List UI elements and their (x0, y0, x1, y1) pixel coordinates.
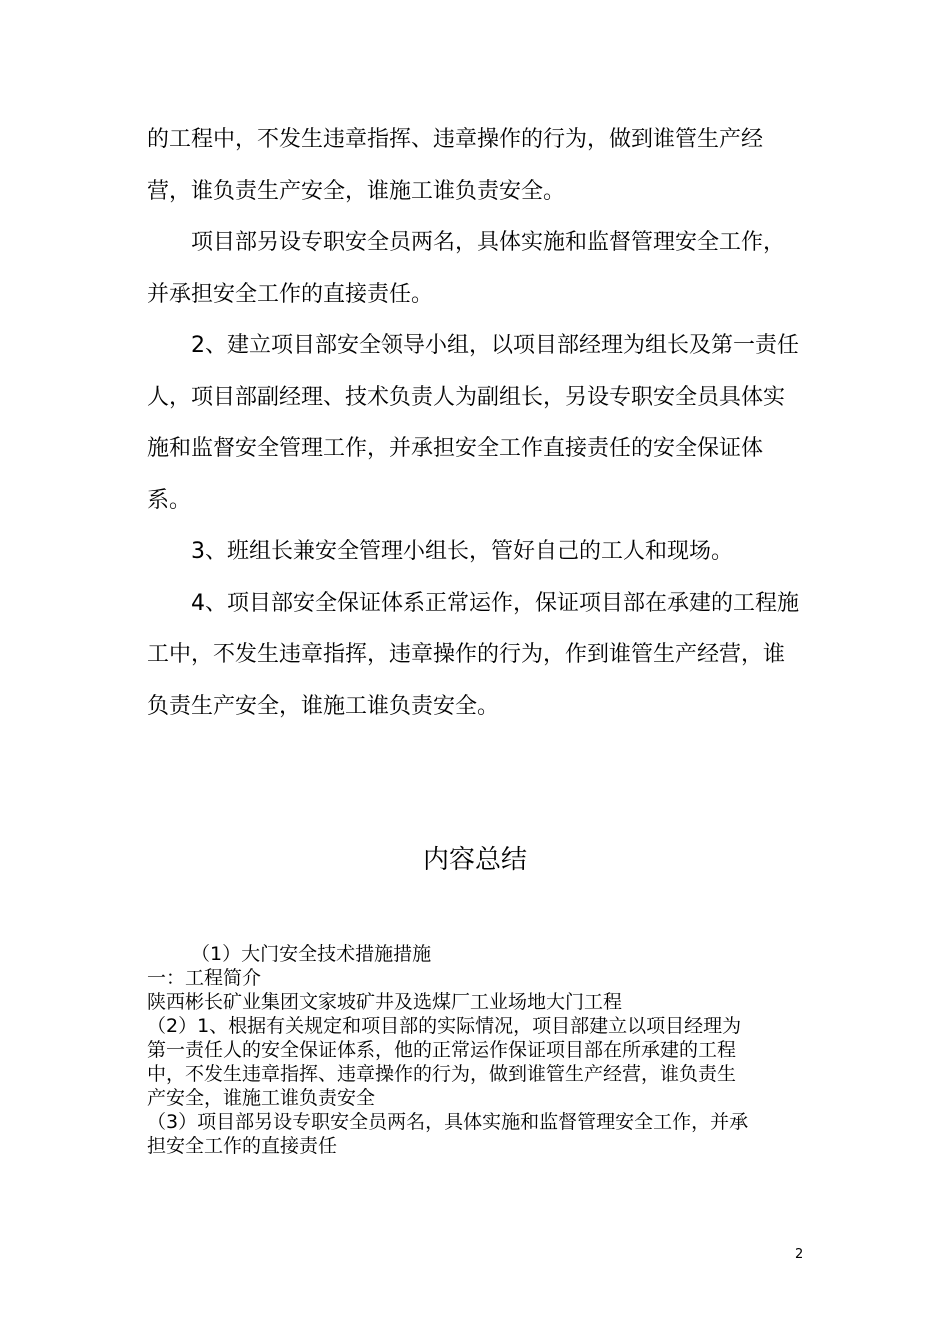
summary-title: 内容总结 (422, 845, 527, 875)
body-line: 2、建立项目部安全领导小组，以项目部经理为组长及第一责任 (191, 333, 799, 358)
summary-section (147, 942, 817, 1158)
body-text (147, 114, 812, 732)
body-line: 系。 (147, 487, 192, 513)
summary-line: 担安全工作的直接责任 (147, 1135, 338, 1157)
body-line: 4、项目部安全保证体系正常运作，保证项目部在承建的工程施 (191, 590, 799, 616)
body-line: 并承担安全工作的直接责任。 (147, 281, 434, 307)
body-line: 人，项目部副经理、技术负责人为副组长，另设专职安全员具体实 (147, 384, 786, 410)
body-line: 的工程中，不发生违章指挥、违章操作的行为，做到谁管生产经 (147, 127, 764, 152)
summary-line: （2）1、根据有关规定和项目部的实际情况，项目部建立以项目经理为 (147, 1015, 742, 1037)
summary-line: 产安全，谁施工谁负责安全 (147, 1087, 376, 1109)
summary-line: 第一责任人的安全保证体系，他的正常运作保证项目部在所承建的工程 (147, 1039, 737, 1061)
summary-line: （3）项目部另设专职安全员两名，具体实施和监督管理安全工作，并承 (147, 1111, 749, 1133)
body-line: 项目部另设专职安全员两名，具体实施和监督管理安全工作， (191, 230, 786, 255)
summary-line: （1）大门安全技术措施措施 (191, 943, 432, 965)
body-line: 负责生产安全，谁施工谁负责安全。 (147, 693, 500, 719)
summary-line: 中，不发生违章指挥、违章操作的行为，做到谁管生产经营，谁负责生 (147, 1063, 737, 1085)
body-line: 3、班组长兼安全管理小组长，管好自己的工人和现场。 (191, 539, 733, 564)
summary-line: 一：工程简介 (147, 967, 262, 989)
page-number: 2 (795, 1247, 804, 1262)
body-line: 施和监督安全管理工作，并承担安全工作直接责任的安全保证体 (147, 436, 764, 461)
body-line: 工中，不发生违章指挥，违章操作的行为，作到谁管生产经营，谁 (147, 642, 786, 667)
body-line: 营，谁负责生产安全，谁施工谁负责安全。 (147, 178, 566, 204)
summary-line: 陕西彬长矿业集团文家坡矿井及选煤厂工业场地大门工程 (147, 991, 623, 1013)
